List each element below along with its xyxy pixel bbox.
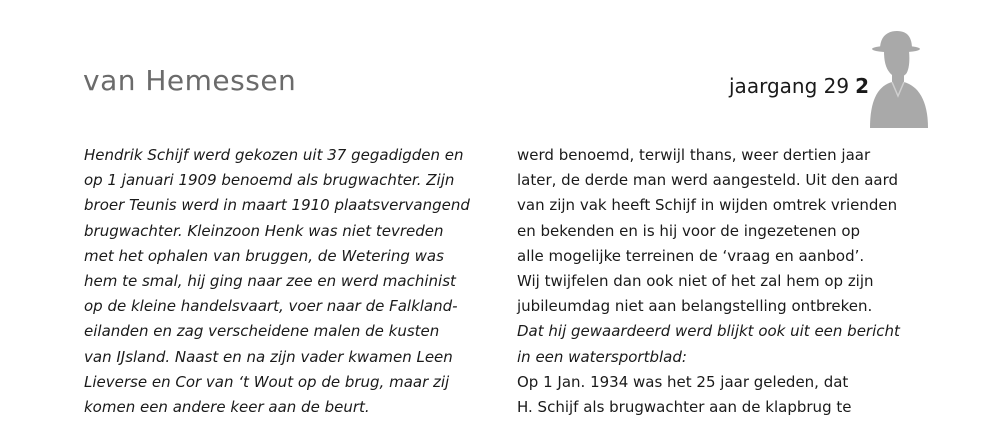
text-line: en bekenden en is hij voor de ingezetenen op bbox=[517, 221, 861, 240]
text-line: in een watersportblad: bbox=[517, 347, 687, 366]
text-line: eilanden en zag verscheidene malen de kusten bbox=[84, 322, 440, 341]
text-line: Op 1 Jan. 1934 was het 25 jaar geleden, dat bbox=[517, 372, 849, 391]
man-with-hat-silhouette-icon bbox=[866, 28, 930, 128]
issue-number: 2 bbox=[855, 74, 869, 98]
issue-indicator bbox=[729, 74, 869, 98]
text-line: H. Schijf als brugwachter aan de klapbrug te bbox=[517, 398, 852, 417]
text-line: hem te smal, hij ging naar zee en werd machinist bbox=[84, 272, 456, 291]
issue-label: jaargang 29 bbox=[729, 74, 850, 98]
text-line: van zijn vak heeft Schijf in wijden omtrek vrienden bbox=[517, 196, 898, 215]
text-line: op 1 januari 1909 benoemd als brugwachter. Zijn bbox=[84, 171, 455, 190]
text-line: Dat hij gewaardeerd werd blijkt ook uit een bericht bbox=[517, 322, 900, 341]
page-title: van Hemessen bbox=[83, 64, 297, 97]
text-line: komen een andere keer aan de beurt. bbox=[84, 398, 370, 417]
text-line: Wij twijfelen dan ook niet of het zal hem op zijn bbox=[517, 272, 874, 291]
left-column bbox=[84, 143, 470, 420]
text-line: van IJsland. Naast en na zijn vader kwamen Leen bbox=[84, 347, 453, 366]
text-line: alle mogelijke terreinen de ‘vraag en aanbod’. bbox=[517, 246, 865, 265]
text-line: Hendrik Schijf werd gekozen uit 37 gegadigden en bbox=[84, 146, 464, 164]
text-line: werd benoemd, terwijl thans, weer dertien jaar bbox=[517, 146, 871, 164]
text-line: Lieverse en Cor van ‘t Wout op de brug, maar zij bbox=[84, 372, 450, 391]
text-line: later, de derde man werd aangesteld. Uit den aard bbox=[517, 171, 899, 190]
text-line: brugwachter. Kleinzoon Henk was niet tevreden bbox=[84, 221, 444, 240]
text-line: jubileumdag niet aan belangstelling ontbreken. bbox=[517, 297, 873, 316]
text-line: met het ophalen van bruggen, de Wetering was bbox=[84, 246, 444, 265]
text-line: op de kleine handelsvaart, voer naar de Falkland- bbox=[84, 297, 458, 316]
right-column bbox=[517, 143, 917, 420]
text-line: broer Teunis werd in maart 1910 plaatsvervangend bbox=[84, 196, 470, 215]
